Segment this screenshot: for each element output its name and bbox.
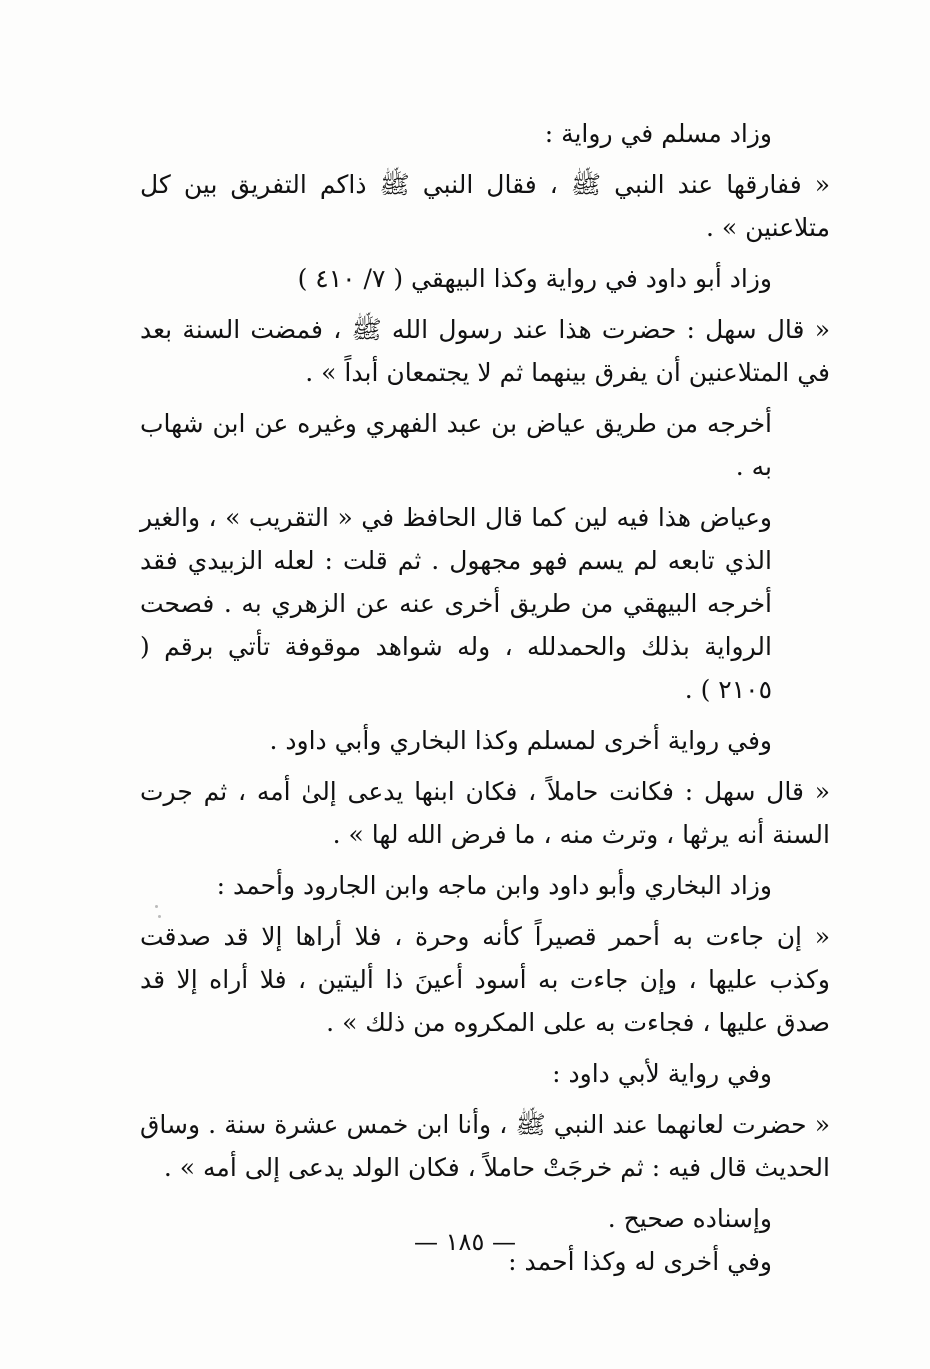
page-number: — ١٨٥ —: [414, 1228, 516, 1256]
paragraph-4: « قال سهل : حضرت هذا عند رسول الله ﷺ ، فمضت السنة بعد في المتلاعنين أن يفرق بينهما ثم لا يجتمعان أبداً » .: [140, 315, 830, 387]
scan-speck: [158, 915, 161, 918]
paragraph-11: وفي رواية لأبي داود :: [552, 1059, 772, 1088]
page-body: [140, 112, 830, 1283]
paragraph-6: وعياض هذا فيه لين كما قال الحافظ في « التقريب » ، والغير الذي تابعه لم يسم فهو مجهول . ثم قلت : لعله الزبيدي فقد أخرجه البيهقي من طريق أخرى عنه عن الزهري به . فصحت الرواية بذلك والحمدلله ، وله شواهد موقوفة تأتي برقم ( ٢١٠٥ ) .: [140, 503, 772, 704]
paragraph-10: « إن جاءت به أحمر قصيراً كأنه وحرة ، فلا أراها إلا قد صدقت وكذب عليها ، وإن جاءت به أسود أعينَ ذا أليتين ، فلا أراه إلا قد صدق عليها ، فجاءت به على المكروه من ذلك » .: [140, 922, 830, 1037]
paragraph-14: وفي أخرى له وكذا أحمد :: [508, 1247, 772, 1276]
paragraph-3: وزاد أبو داود في رواية وكذا البيهقي ( ٧/ ٤١٠ ): [297, 264, 772, 293]
paragraph-8: « قال سهل : فكانت حاملاً ، فكان ابنها يدعى إلىٰ أمه ، ثم جرت السنة أنه يرثها ، وترث منه ، ما فرض الله لها » .: [140, 777, 830, 849]
paragraph-13: وإسناده صحيح .: [607, 1204, 772, 1233]
scan-speck: [155, 905, 158, 908]
paragraph-9: وزاد البخاري وأبو داود وابن ماجه وابن الجارود وأحمد :: [216, 871, 772, 900]
paragraph-5: أخرجه من طريق عياض بن عبد الفهري وغيره عن ابن شهاب به .: [140, 409, 772, 481]
paragraph-2: « ففارقها عند النبي ﷺ ، فقال النبي ﷺ ذاكم التفريق بين كل متلاعنين » .: [140, 170, 830, 242]
paragraph-7: وفي رواية أخرى لمسلم وكذا البخاري وأبي داود .: [269, 726, 772, 755]
paragraph-1: وزاد مسلم في رواية :: [544, 119, 772, 148]
paragraph-12: « حضرت لعانهما عند النبي ﷺ ، وأنا ابن خمس عشرة سنة . وساق الحديث قال فيه : ثم خرجَتْ حاملاً ، فكان الولد يدعى إلى أمه » .: [140, 1110, 830, 1182]
